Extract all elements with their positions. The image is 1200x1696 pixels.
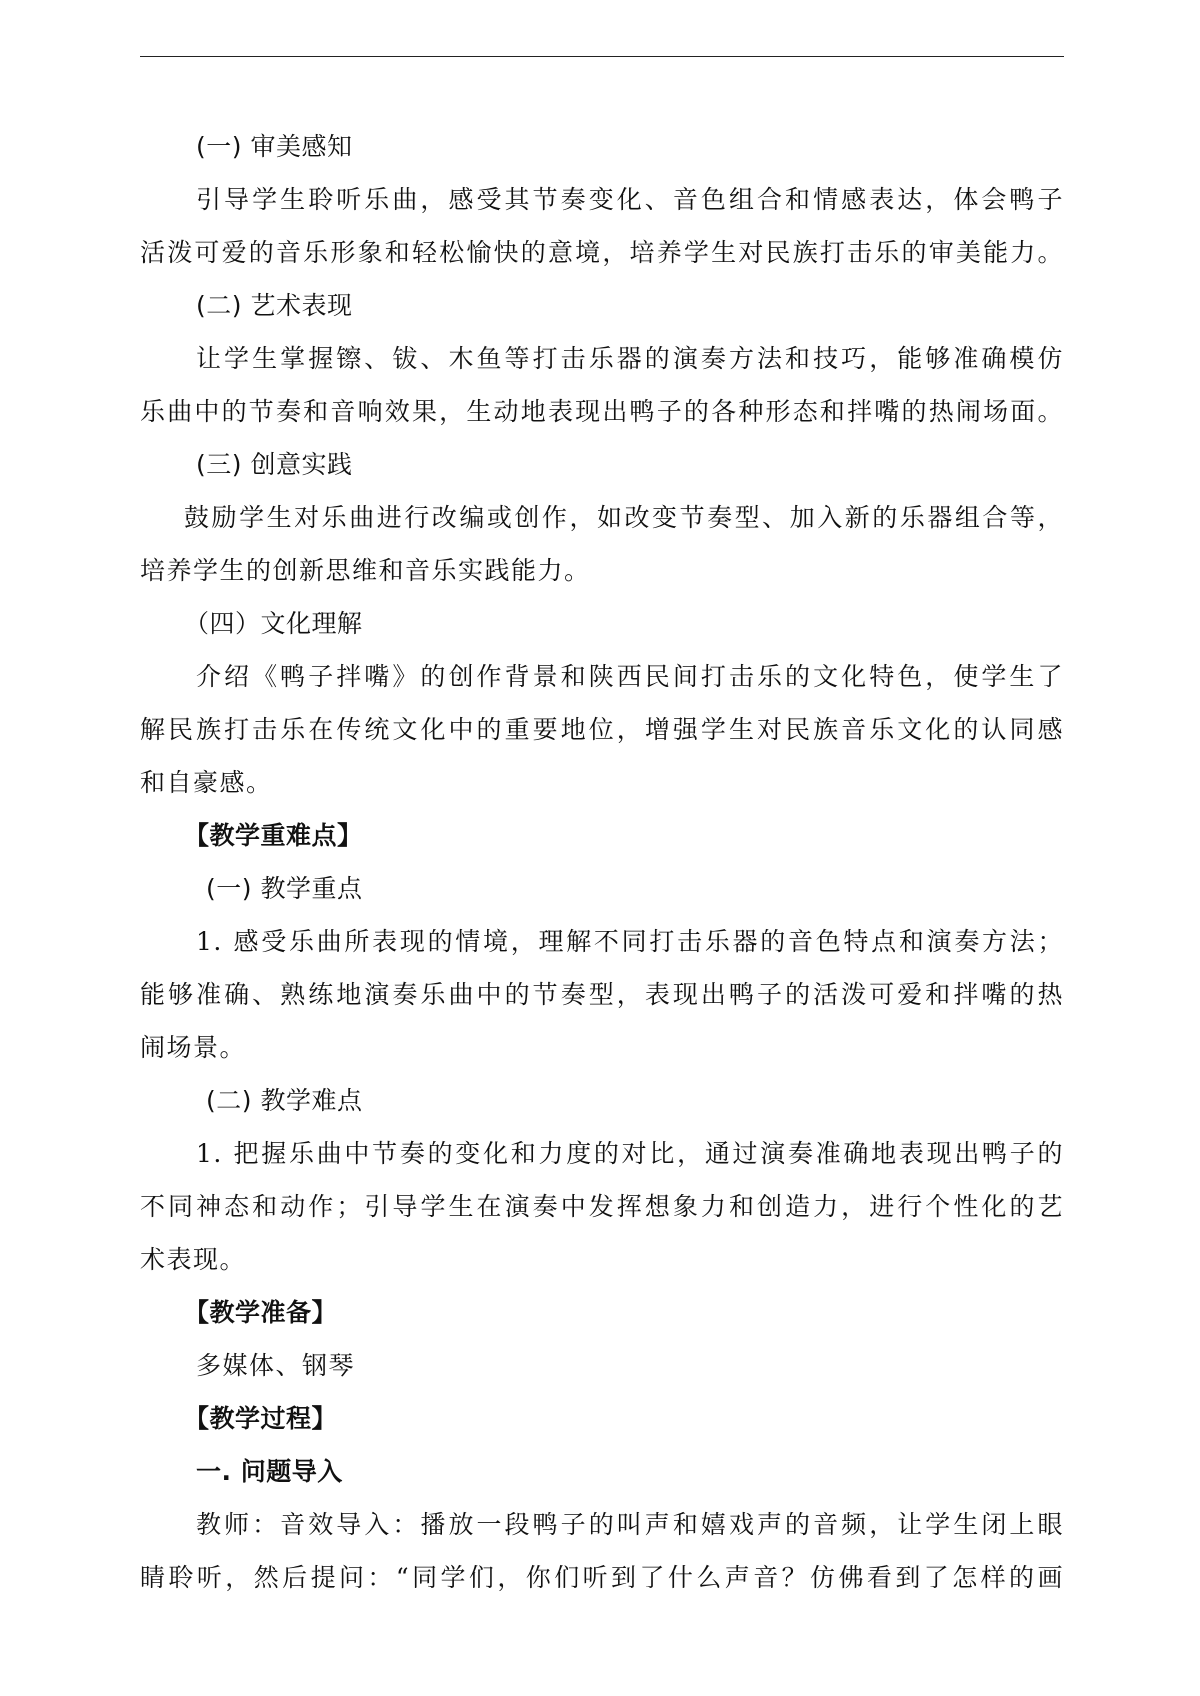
paragraph-text: 鼓励学生对乐曲进行改编或创作，如改变节奏型、加入新的乐器组合等， bbox=[184, 503, 1064, 532]
paragraph-line: 和自豪感。 bbox=[140, 768, 273, 797]
paragraph-line: 多媒体、钢琴 bbox=[196, 1351, 356, 1380]
paragraph-text: 教师：音效导入：播放一段鸭子的叫声和嬉戏声的音频，让学生闭上眼 bbox=[196, 1510, 1064, 1539]
paragraph-line: 闹场景。 bbox=[140, 1033, 247, 1062]
paragraph-text: 活泼可爱的音乐形象和轻松愉快的意境，培养学生对民族打击乐的审美能力。 bbox=[140, 238, 1064, 267]
header-rule bbox=[140, 56, 1064, 57]
document-body bbox=[140, 120, 1064, 1604]
paragraph-line bbox=[140, 173, 1064, 226]
section-heading-aesthetic: (一) 审美感知 bbox=[196, 132, 353, 161]
paragraph-text: 乐曲中的节奏和音响效果，生动地表现出鸭子的各种形态和拌嘴的热闹场面。 bbox=[140, 397, 1064, 426]
paragraph-text: 让学生掌握镲、钹、木鱼等打击乐器的演奏方法和技巧，能够准确模仿 bbox=[196, 344, 1064, 373]
paragraph-text: 介绍《鸭子拌嘴》的创作背景和陕西民间打击乐的文化特色，使学生了 bbox=[196, 662, 1064, 691]
paragraph-text: 睛聆听，然后提问：“同学们，你们听到了什么声音？仿佛看到了怎样的画 bbox=[140, 1563, 1064, 1592]
paragraph-line bbox=[140, 226, 1064, 279]
paragraph-text: 能够准确、熟练地演奏乐曲中的节奏型，表现出鸭子的活泼可爱和拌嘴的热 bbox=[140, 980, 1064, 1009]
paragraph-line bbox=[140, 1498, 1064, 1551]
subsection-heading-introduction: 一. 问题导入 bbox=[196, 1457, 343, 1486]
section-heading-artistic: (二) 艺术表现 bbox=[196, 291, 353, 320]
section-title-key-difficult: 【教学重难点】 bbox=[184, 821, 363, 850]
section-title-preparation: 【教学准备】 bbox=[184, 1298, 338, 1327]
paragraph-line bbox=[140, 1551, 1064, 1604]
paragraph-text: 引导学生聆听乐曲，感受其节奏变化、音色组合和情感表达，体会鸭子 bbox=[196, 185, 1064, 214]
paragraph-line bbox=[140, 703, 1064, 756]
paragraph-line bbox=[140, 1180, 1064, 1233]
section-heading-culture: （四）文化理解 bbox=[184, 609, 363, 638]
paragraph-text: 解民族打击乐在传统文化中的重要地位，增强学生对民族音乐文化的认同感 bbox=[140, 715, 1064, 744]
paragraph-line: 术表现。 bbox=[140, 1245, 247, 1274]
paragraph-line bbox=[140, 650, 1064, 703]
subsection-heading-key-points: (一) 教学重点 bbox=[206, 874, 363, 903]
paragraph-line bbox=[140, 915, 1064, 968]
paragraph-text: 1. 感受乐曲所表现的情境，理解不同打击乐器的音色特点和演奏方法； bbox=[196, 927, 1064, 956]
paragraph-line bbox=[140, 968, 1064, 1021]
paragraph-line: 培养学生的创新思维和音乐实践能力。 bbox=[140, 556, 591, 585]
subsection-heading-difficulties: (二) 教学难点 bbox=[206, 1086, 363, 1115]
paragraph-line bbox=[140, 491, 1064, 544]
paragraph-text: 不同神态和动作；引导学生在演奏中发挥想象力和创造力，进行个性化的艺 bbox=[140, 1192, 1064, 1221]
paragraph-text: 1. 把握乐曲中节奏的变化和力度的对比，通过演奏准确地表现出鸭子的 bbox=[196, 1139, 1064, 1168]
paragraph-line bbox=[140, 332, 1064, 385]
paragraph-line bbox=[140, 1127, 1064, 1180]
paragraph-line bbox=[140, 385, 1064, 438]
section-title-process: 【教学过程】 bbox=[184, 1404, 338, 1433]
section-heading-creative: (三) 创意实践 bbox=[196, 450, 353, 479]
